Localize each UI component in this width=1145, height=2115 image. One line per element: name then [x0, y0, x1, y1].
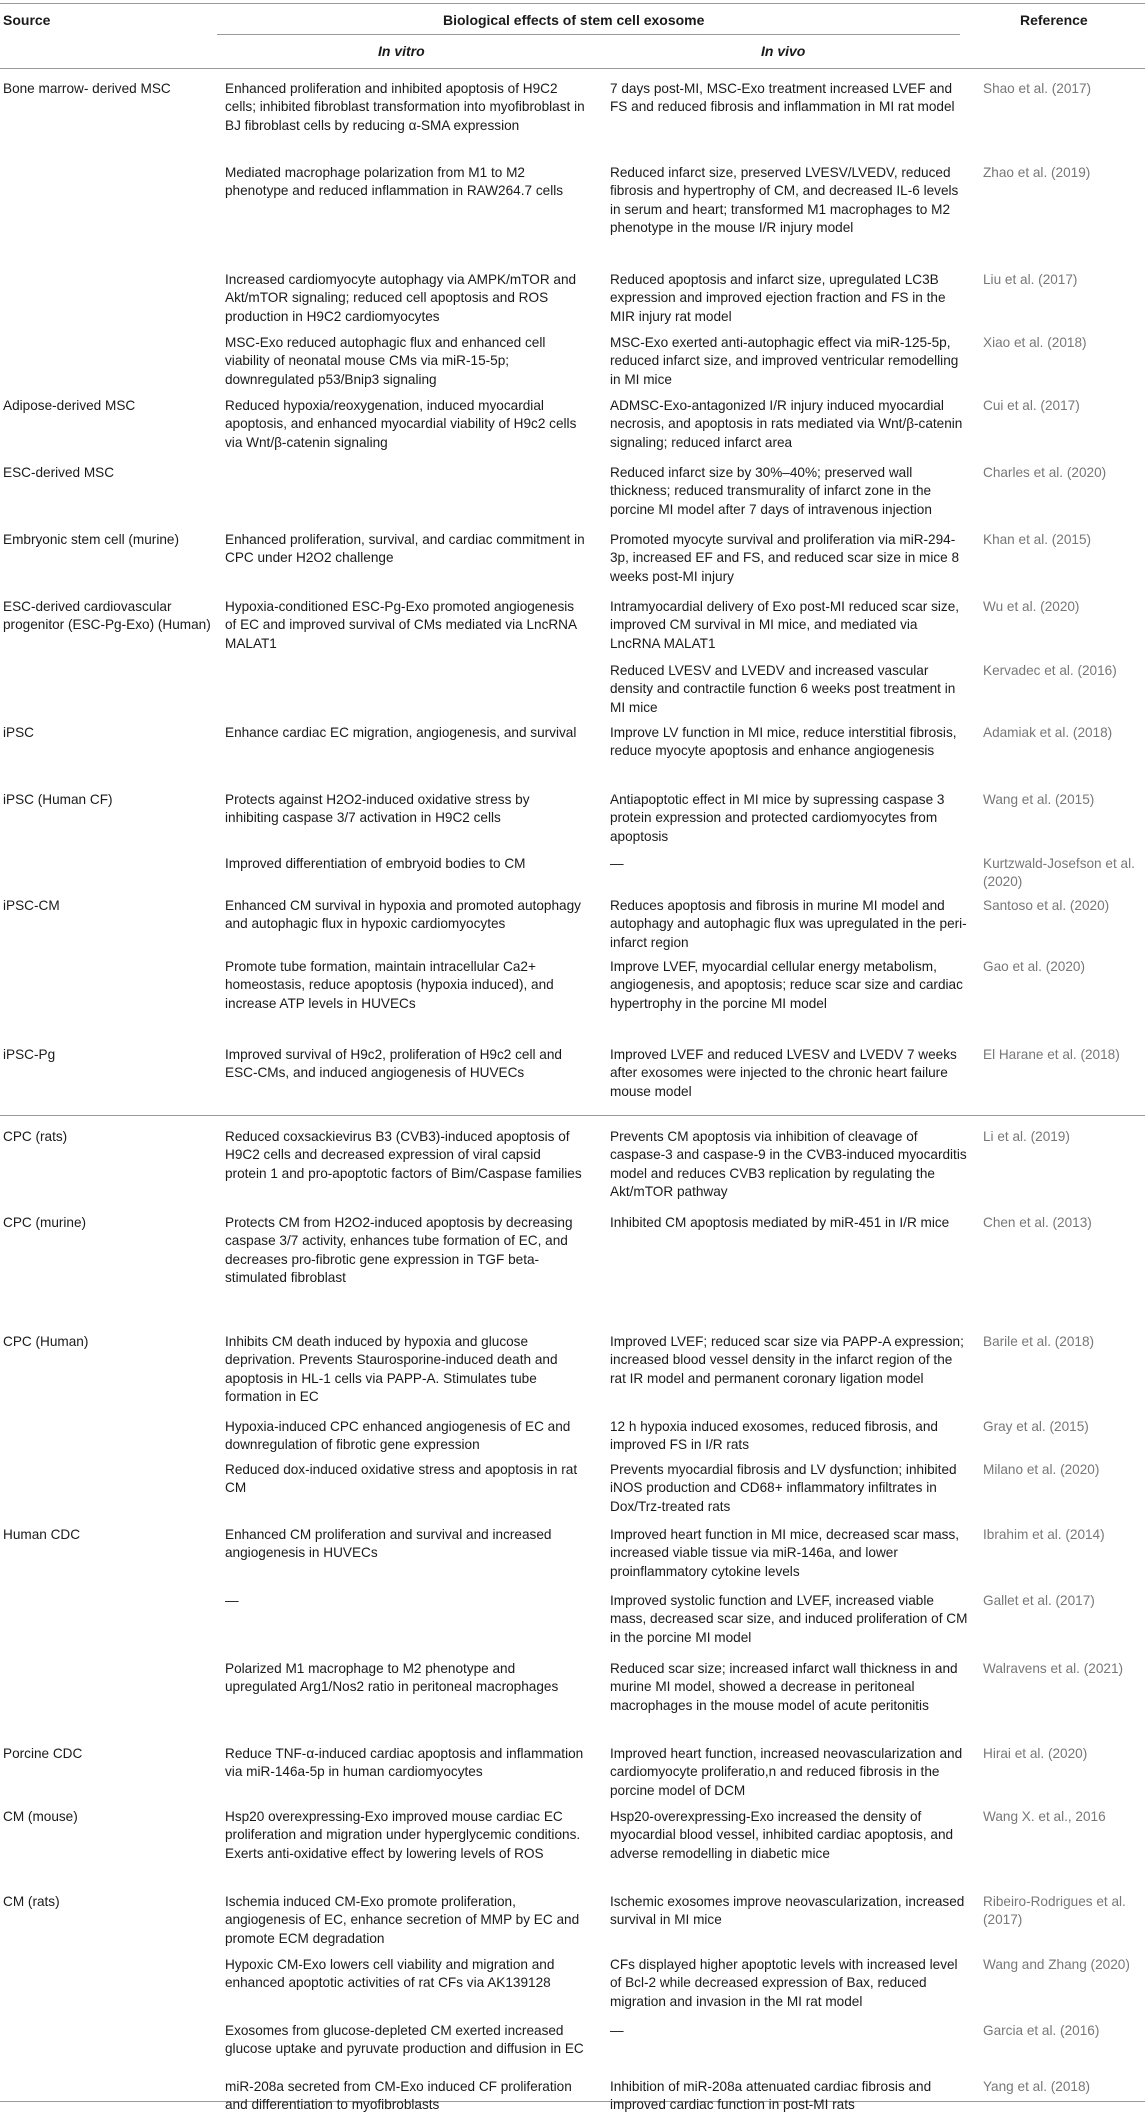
in-vitro-cell: Enhanced proliferation, survival, and cardiac commitment in CPC under H2O2 challenge: [225, 532, 585, 566]
source-cell: CM (mouse): [3, 1809, 78, 1824]
in-vivo-cell: Improved systolic function and LVEF, increased viable mass, decreased scar size, and induced proliferation of CM in the porcine MI model: [610, 1593, 968, 1645]
reference-cell: Kervadec et al. (2016): [983, 663, 1117, 678]
in-vivo-cell: 7 days post-MI, MSC-Exo treatment increased LVEF and FS and reduced fibrosis and inflammation in MI rat model: [610, 81, 955, 115]
in-vivo-cell: Reduces apoptosis and fibrosis in murine MI model and autophagy and autophagic flux was upregulated in the peri-infarct region: [610, 898, 967, 950]
in-vivo-cell: Promoted myocyte survival and proliferation via miR-294-3p, increased EF and FS, and reduced scar size in mice 8 weeks post-MI injury: [610, 532, 960, 584]
header-in-vitro: In vitro: [378, 43, 425, 59]
in-vitro-cell: Reduced coxsackievirus B3 (CVB3)-induced apoptosis of H9C2 cells and decreased expression of viral capsid protein 1 and pro-apoptotic factors of Bim/Caspase families: [225, 1129, 582, 1181]
reference-cell: Gallet et al. (2017): [983, 1593, 1095, 1608]
reference-cell: Chen et al. (2013): [983, 1215, 1092, 1230]
reference-cell: Cui et al. (2017): [983, 398, 1080, 413]
source-cell: ESC-derived MSC: [3, 465, 115, 480]
in-vitro-cell: Protects CM from H2O2-induced apoptosis by decreasing caspase 3/7 activity, enhances tube formation of EC, and decreases pro-fibrotic gene expression in TGF beta-stimulated fibroblast: [225, 1215, 573, 1286]
in-vitro-cell: miR-208a secreted from CM-Exo induced CF proliferation and differentiation to myofibroblasts: [225, 2079, 572, 2113]
in-vitro-cell: Reduce TNF-α-induced cardiac apoptosis and inflammation via miR-146a-5p in human cardiomyocytes: [225, 1746, 584, 1780]
in-vivo-cell: Inhibition of miR-208a attenuated cardiac fibrosis and improved cardiac function in post-MI rats: [610, 2079, 932, 2113]
in-vivo-cell: Improved LVEF; reduced scar size via PAPP-A expression; increased blood vessel density in the infarct region of the rat IR model and permanent coronary ligation model: [610, 1334, 964, 1386]
in-vivo-cell: Reduced apoptosis and infarct size, upregulated LC3B expression and improved ejection fraction and FS in the MIR injury rat model: [610, 272, 946, 324]
in-vitro-cell: Hypoxia-conditioned ESC-Pg-Exo promoted angiogenesis of EC and improved survival of CMs mediated via LncRNA MALAT1: [225, 599, 577, 651]
source-cell: iPSC-Pg: [3, 1047, 56, 1062]
in-vivo-cell: Improved heart function, increased neovascularization and cardiomyocyte proliferatio,n and reduced fibrosis in the porcine model of DCM: [610, 1746, 963, 1798]
reference-cell: Garcia et al. (2016): [983, 2023, 1100, 2038]
reference-cell: Charles et al. (2020): [983, 465, 1107, 480]
header-source: Source: [3, 12, 51, 28]
in-vitro-cell: Protects against H2O2-induced oxidative stress by inhibiting caspase 3/7 activation in H9C2 cells: [225, 792, 530, 826]
in-vitro-cell: Enhanced proliferation and inhibited apoptosis of H9C2 cells; inhibited fibroblast transformation into myofibroblast in BJ fibroblast cells by reducing α-SMA expression: [225, 81, 585, 133]
top-rule: [0, 3, 1145, 4]
header-effects: Biological effects of stem cell exosome: [443, 12, 705, 28]
reference-cell: Khan et al. (2015): [983, 532, 1092, 547]
in-vitro-cell: Enhanced CM proliferation and survival and increased angiogenesis in HUVECs: [225, 1527, 552, 1561]
reference-cell: Adamiak et al. (2018): [983, 725, 1113, 740]
header-bottom-rule: [0, 68, 1145, 69]
in-vitro-cell: Increased cardiomyocyte autophagy via AMPK/mTOR and Akt/mTOR signaling; reduced cell apoptosis and ROS production in H9C2 cardiomyocytes: [225, 272, 577, 324]
in-vivo-cell: CFs displayed higher apoptotic levels with increased level of Bcl-2 while decreased expression of Bax, reduced migration and invasion in the MI rat model: [610, 1957, 958, 2009]
in-vitro-cell: Promote tube formation, maintain intracellular Ca2+ homeostasis, reduce apoptosis (hypoxia induced), and increase ATP levels in HUVECs: [225, 959, 554, 1011]
reference-cell: Ribeiro-Rodrigues et al. (2017): [983, 1894, 1126, 1928]
in-vivo-cell: Improve LVEF, myocardial cellular energy metabolism, angiogenesis, and apoptosis; reduce scar size and cardiac hypertrophy in the porcine MI model: [610, 959, 963, 1011]
source-cell: CPC (rats): [3, 1129, 68, 1144]
in-vivo-cell: ADMSC-Exo-antagonized I/R injury induced myocardial necrosis, and apoptosis in rats mediated via Wnt/β-catenin signaling; reduced infarct area: [610, 398, 963, 450]
in-vivo-cell: Reduced scar size; increased infarct wall thickness in and murine MI model, showed a decrease in peritoneal macrophages in the mouse model of acute peritonitis: [610, 1661, 958, 1713]
reference-cell: Santoso et al. (2020): [983, 898, 1110, 913]
in-vivo-cell: Antiapoptotic effect in MI mice by supressing caspase 3 protein expression and protected cardiomyocytes from apoptosis: [610, 792, 945, 844]
reference-cell: Shao et al. (2017): [983, 81, 1092, 96]
in-vitro-cell: Ischemia induced CM-Exo promote proliferation, angiogenesis of EC, enhance secretion of MMP by EC and promote ECM degradation: [225, 1894, 580, 1946]
header-reference: Reference: [1020, 12, 1088, 28]
source-cell: Adipose-derived MSC: [3, 398, 136, 413]
in-vitro-cell: Mediated macrophage polarization from M1 to M2 phenotype and reduced inflammation in RAW264.7 cells: [225, 165, 564, 199]
in-vivo-cell: Reduced infarct size, preserved LVESV/LVEDV, reduced fibrosis and hypertrophy of CM, and decreased IL-6 levels in serum and heart; transformed M1 macrophages to M2 phenotype in the mouse I/R injury model: [610, 165, 959, 236]
in-vivo-cell: —: [610, 856, 624, 871]
in-vivo-cell: Reduced infarct size by 30%–40%; preserved wall thickness; reduced transmurality of infarct zone in the porcine MI model after 7 days of intravenous injection: [610, 465, 932, 517]
reference-cell: Yang et al. (2018): [983, 2079, 1091, 2094]
in-vivo-cell: Inhibited CM apoptosis mediated by miR-451 in I/R mice: [610, 1215, 950, 1230]
reference-cell: Gray et al. (2015): [983, 1419, 1089, 1434]
in-vitro-cell: Hsp20 overexpressing-Exo improved mouse cardiac EC proliferation and migration under hyperglycemic conditions. Exerts anti-oxidative effect by lowering levels of ROS: [225, 1809, 581, 1861]
in-vitro-cell: Hypoxic CM-Exo lowers cell viability and migration and enhanced apoptotic activities of rat CFs via AK139128: [225, 1957, 555, 1991]
source-cell: CPC (Human): [3, 1334, 89, 1349]
reference-cell: Liu et al. (2017): [983, 272, 1078, 287]
source-cell: Porcine CDC: [3, 1746, 83, 1761]
reference-cell: Li et al. (2019): [983, 1129, 1070, 1144]
reference-cell: Barile et al. (2018): [983, 1334, 1095, 1349]
in-vitro-cell: Polarized M1 macrophage to M2 phenotype and upregulated Arg1/Nos2 ratio in peritoneal macrophages: [225, 1661, 559, 1695]
header-sub-rule: [217, 34, 960, 35]
reference-cell: El Harane et al. (2018): [983, 1047, 1120, 1062]
source-cell: CPC (murine): [3, 1215, 87, 1230]
source-cell: CM (rats): [3, 1894, 60, 1909]
in-vivo-cell: Improved heart function in MI mice, decreased scar mass, increased viable tissue via miR-146a, and lower proinflammatory cytokine levels: [610, 1527, 960, 1579]
source-cell: Embryonic stem cell (murine): [3, 532, 180, 547]
in-vitro-cell: Hypoxia-induced CPC enhanced angiogenesis of EC and downregulation of fibrotic gene expression: [225, 1419, 571, 1453]
reference-cell: Milano et al. (2020): [983, 1462, 1100, 1477]
source-cell: Bone marrow- derived MSC: [3, 81, 171, 96]
in-vitro-cell: Enhanced CM survival in hypoxia and promoted autophagy and autophagic flux in hypoxic cardiomyocytes: [225, 898, 581, 932]
in-vitro-cell: Inhibits CM death induced by hypoxia and glucose deprivation. Prevents Staurosporine-induced death and apoptosis in HL-1 cells via PAPP-A. Stimulates tube formation in EC: [225, 1334, 558, 1405]
reference-cell: Zhao et al. (2019): [983, 165, 1091, 180]
reference-cell: Ibrahim et al. (2014): [983, 1527, 1105, 1542]
in-vivo-cell: 12 h hypoxia induced exosomes, reduced fibrosis, and improved FS in I/R rats: [610, 1419, 938, 1453]
source-cell: Human CDC: [3, 1527, 81, 1542]
in-vivo-cell: Hsp20-overexpressing-Exo increased the density of myocardial blood vessel, inhibited cardiac apoptosis, and adverse remodelling in diabetic mice: [610, 1809, 954, 1861]
in-vitro-cell: Improved differentiation of embryoid bodies to CM: [225, 856, 526, 871]
in-vivo-cell: Ischemic exosomes improve neovascularization, increased survival in MI mice: [610, 1894, 965, 1928]
in-vitro-cell: Reduced dox-induced oxidative stress and apoptosis in rat CM: [225, 1462, 578, 1496]
in-vitro-cell: —: [225, 1593, 239, 1608]
reference-cell: Wang et al. (2015): [983, 792, 1095, 807]
in-vivo-cell: Prevents myocardial fibrosis and LV dysfunction; inhibited iNOS production and CD68+ inflammatory infiltrates in Dox/Trz-treated rats: [610, 1462, 957, 1514]
reference-cell: Hirai et al. (2020): [983, 1746, 1088, 1761]
in-vitro-cell: Exosomes from glucose-depleted CM exerted increased glucose uptake and pyruvate production and diffusion in EC: [225, 2023, 584, 2057]
in-vivo-cell: Improved LVEF and reduced LVESV and LVEDV 7 weeks after exosomes were injected to the chronic heart failure mouse model: [610, 1047, 957, 1099]
reference-cell: Wu et al. (2020): [983, 599, 1080, 614]
in-vitro-cell: Improved survival of H9c2, proliferation of H9c2 cell and ESC-CMs, and induced angiogenesis of HUVECs: [225, 1047, 562, 1081]
in-vivo-cell: Improve LV function in MI mice, reduce interstitial fibrosis, reduce myocyte apoptosis and enhance angiogenesis: [610, 725, 957, 759]
in-vitro-cell: MSC-Exo reduced autophagic flux and enhanced cell viability of neonatal mouse CMs via miR-15-5p; downregulated p53/Bnip3 signaling: [225, 335, 546, 387]
reference-cell: Kurtzwald-Josefson et al. (2020): [983, 856, 1135, 890]
in-vivo-cell: MSC-Exo exerted anti-autophagic effect via miR-125-5p, reduced infarct size, and improved ventricular remodelling in MI mice: [610, 335, 959, 387]
in-vivo-cell: Prevents CM apoptosis via inhibition of cleavage of caspase-3 and caspase-9 in the CVB3-induced myocarditis model and reduces CVB3 replication by regulating the Akt/mTOR pathway: [610, 1129, 967, 1200]
source-cell: iPSC-CM: [3, 898, 60, 913]
in-vitro-cell: Enhance cardiac EC migration, angiogenesis, and survival: [225, 725, 577, 740]
reference-cell: Gao et al. (2020): [983, 959, 1086, 974]
reference-cell: Walravens et al. (2021): [983, 1661, 1124, 1676]
source-cell: ESC-derived cardiovascular progenitor (ESC-Pg-Exo) (Human): [3, 599, 211, 633]
reference-cell: Wang and Zhang (2020): [983, 1957, 1130, 1972]
in-vitro-cell: Reduced hypoxia/reoxygenation, induced myocardial apoptosis, and enhanced myocardial viability of H9c2 cells via Wnt/β-catenin signaling: [225, 398, 577, 450]
in-vivo-cell: Reduced LVESV and LVEDV and increased vascular density and contractile function 6 weeks post treatment in MI mice: [610, 663, 956, 715]
reference-cell: Xiao et al. (2018): [983, 335, 1087, 350]
header-in-vivo: In vivo: [761, 43, 806, 59]
in-vivo-cell: Intramyocardial delivery of Exo post-MI reduced scar size, improved CM survival in MI mice, and mediated via LncRNA MALAT1: [610, 599, 960, 651]
in-vivo-cell: —: [610, 2023, 624, 2038]
source-cell: iPSC: [3, 725, 34, 740]
section-rule: [0, 1115, 1145, 1116]
source-cell: iPSC (Human CF): [3, 792, 113, 807]
reference-cell: Wang X. et al., 2016: [983, 1809, 1106, 1824]
